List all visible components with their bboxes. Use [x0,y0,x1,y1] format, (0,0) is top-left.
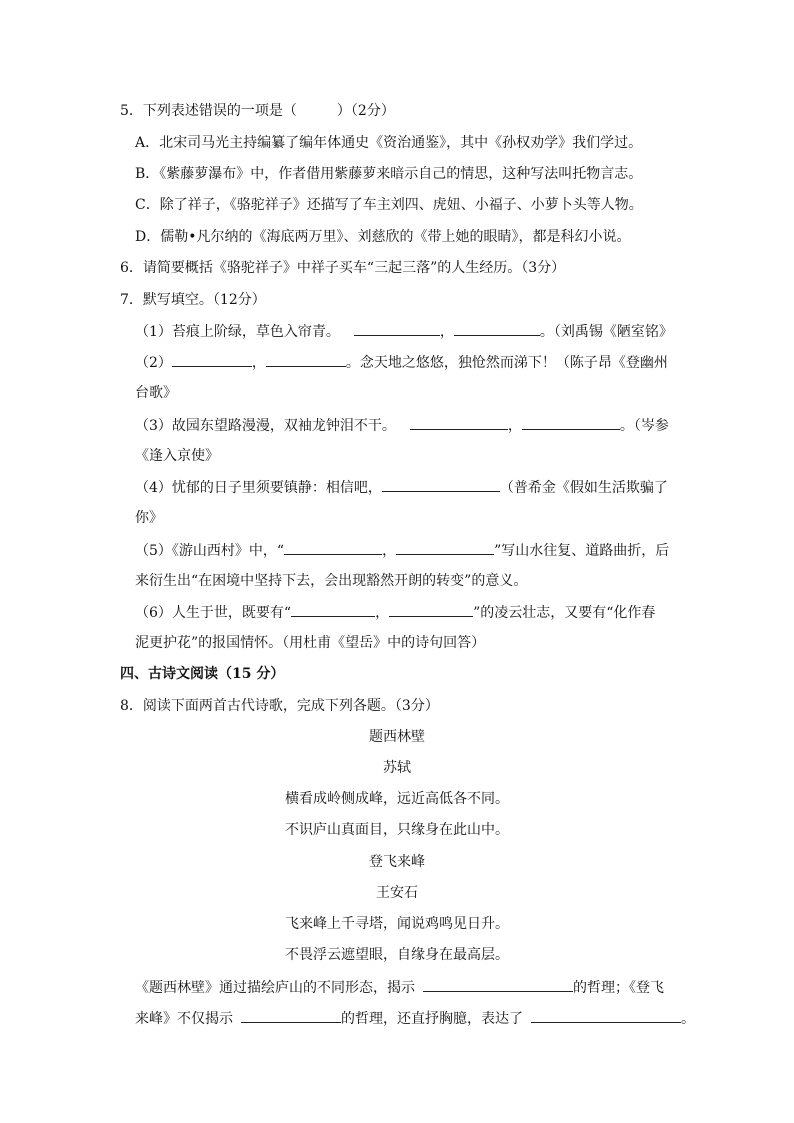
q7-1-blank-a[interactable] [354,321,440,336]
q7-2-prompt: （2） [135,355,172,371]
q8-blank-2[interactable] [241,1008,341,1023]
q7-item-2-cont: 台歌》 [135,385,177,401]
q7-3-comma: ， [507,418,522,434]
q7-item-3-cont: 《逢入京使》 [135,448,219,464]
q7-5-prompt: （5）《游山西村》中，“ [135,543,285,559]
poem2-line-2: 不畏浮云遮望眼，自缘身在最高层。 [285,947,509,963]
q7-6-blank-b[interactable] [389,602,473,617]
q7-5-desc: ”写山水往复、道路曲折，后 [494,543,670,559]
q5-stem [120,101,395,121]
q7-4-prompt: （4）忧郁的日子里须要镇静：相信吧， [135,480,382,496]
poem2-line-1: 飞来峰上千寻塔，闻说鸡鸣见日升。 [285,916,509,932]
q7-5-blank-a[interactable] [284,540,382,555]
q7-item-4-cont: 你》 [135,510,163,526]
q7-item-1 [135,321,673,342]
q7-item-5-cont: 来衍生出“在困境中坚持下去，会出现豁然开朗的转变”的意义。 [135,573,528,589]
q7-4-source: （普希金《假如生活欺骗了 [499,480,668,496]
q8-answer-2-prompt: 来峰》不仅揭示 [135,1011,233,1027]
q7-1-prompt: （1）苔痕上阶绿，草色入帘青。 [135,324,340,340]
q7-2-blank-a[interactable] [172,352,252,367]
q5-stem-text: 5．下列表述错误的一项是（ [120,103,297,119]
q7-5-comma: ， [382,543,397,559]
poem1-title: 题西林壁 [369,729,425,745]
q7-6-comma: ， [375,605,390,621]
poem1-line-2: 不识庐山真面目，只缘身在此山中。 [285,822,509,838]
q7-item-6-cont: 泥更护花”的报国情怀。（用杜甫《望岳》中的诗句回答） [135,635,486,651]
q7-2-source: 。念天地之悠悠，独怆然而涕下！（陈子昂《登幽州 [345,355,668,371]
q7-5-blank-b[interactable] [396,540,494,555]
q7-4-blank[interactable] [382,477,500,492]
q8-answer-2 [135,1008,695,1029]
section-heading: 四、古诗文阅读（15 分） [120,666,285,682]
poem2-title: 登飞来峰 [369,854,425,870]
q5-stem-score: ）（2分） [336,103,395,119]
q8-blank-3[interactable] [531,1008,681,1023]
q8-answer-2-mid: 的哲理，还直抒胸臆，表达了 [341,1011,523,1027]
q8-answer-1 [135,977,664,998]
q6-stem: 6．请简要概括《骆驼祥子》中祥子买车“三起三落”的人生经历。（3分） [120,260,566,276]
q5-option-c: C．除了祥子，《骆驼祥子》还描写了车主刘四、虎妞、小福子、小萝卜头等人物。 [135,197,643,213]
q8-answer-1-prompt: 《题西林壁》通过描绘庐山的不同形态，揭示 [135,980,415,996]
q7-1-comma: ， [439,324,454,340]
poem1-author: 苏轼 [383,760,411,776]
q7-3-blank-b[interactable] [522,415,620,430]
q7-item-3 [135,415,669,436]
q8-answer-1-cont: 的哲理；《登飞 [573,980,664,996]
q7-item-5 [135,540,669,561]
q7-6-blank-a[interactable] [291,602,375,617]
q7-item-6 [135,602,655,623]
q7-3-source: 。（岑参 [619,418,669,434]
q7-1-source: 。（刘禹锡《陋室铭》 [539,324,673,340]
q5-option-b: B．《紫藤萝瀑布》中，作者借用紫藤萝来暗示自己的情思，这种写法叫托物言志。 [135,166,643,182]
q7-2-comma: ， [251,355,266,371]
q5-option-a: A．北宋司马光主持编纂了编年体通史《资治通鉴》，其中《孙权劝学》我们学过。 [135,135,643,151]
q7-item-4 [135,477,668,498]
q8-stem: 8．阅读下面两首古代诗歌，完成下列各题。（3分） [120,698,439,714]
q7-item-2 [135,352,668,373]
q7-3-blank-a[interactable] [410,415,508,430]
q5-option-d: D．儒勒•凡尔纳的《海底两万里》、刘慈欣的《带上她的眼睛》，都是科幻小说。 [135,229,631,245]
q8-answer-2-end: 。 [681,1011,695,1027]
q7-6-desc: ”的凌云壮志，又要有“化作春 [473,605,656,621]
poem1-line-1: 横看成岭侧成峰，远近高低各不同。 [285,791,509,807]
q7-2-blank-b[interactable] [266,352,346,367]
q7-1-blank-b[interactable] [454,321,540,336]
q7-6-prompt: （6）人生于世，既要有“ [135,605,292,621]
q7-title: 7．默写填空。（12分） [120,292,266,308]
poem2-author: 王安石 [376,885,418,901]
q7-3-prompt: （3）故园东望路漫漫，双袖龙钟泪不干。 [135,418,396,434]
q8-blank-1[interactable] [423,977,573,992]
